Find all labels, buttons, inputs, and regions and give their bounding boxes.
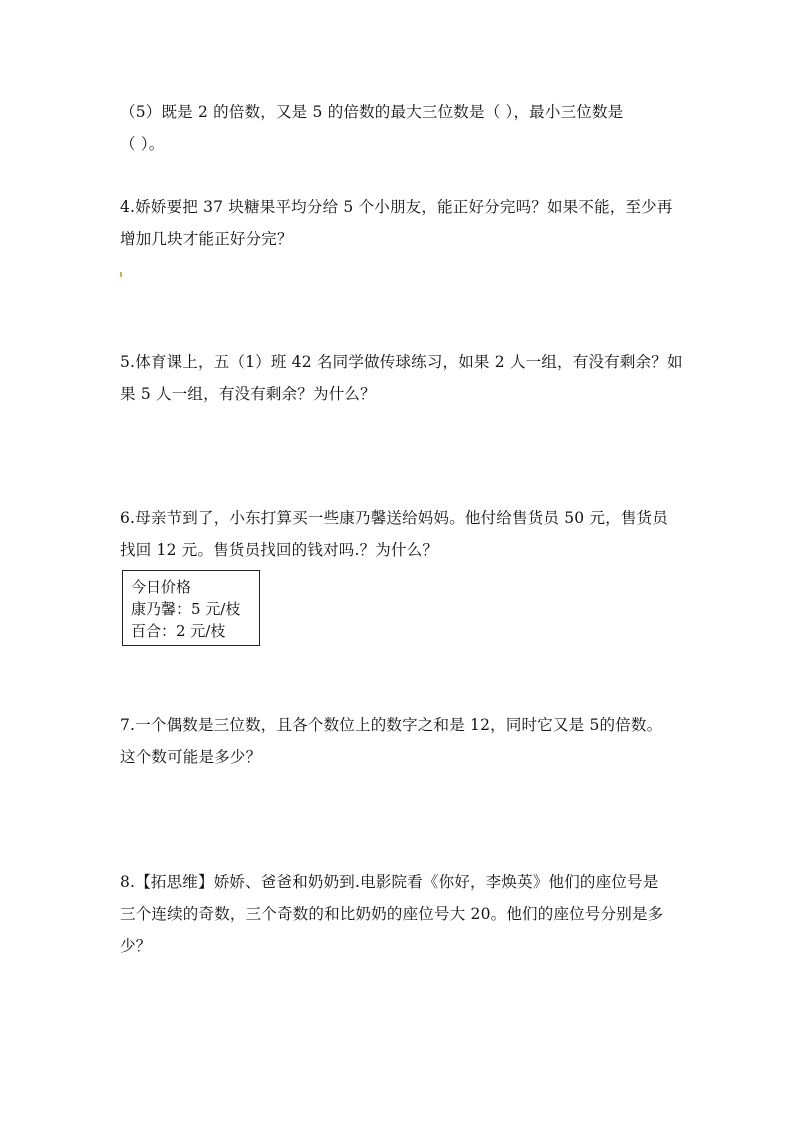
question-3-5-line-2: （ ）。 <box>120 135 165 153</box>
price-box-lily: 百合：2 元/枝 <box>131 622 226 640</box>
price-box <box>122 570 260 646</box>
question-6 <box>120 502 680 566</box>
price-box-title: 今日价格 <box>131 578 192 596</box>
question-8 <box>120 866 680 962</box>
stray-mark <box>120 272 122 277</box>
question-5-line-2: 果 5 人一组，有没有剩余？为什么？ <box>120 385 376 403</box>
question-4-line-2: 增加几块才能正好分完？ <box>120 230 293 248</box>
question-3-5-line-1: （5）既是 2 的倍数，又是 5 的倍数的最大三位数是（ ），最小三位数是 <box>120 103 624 121</box>
question-5-line-1: 5.体育课上，五（1）班 42 名同学做传球练习，如果 2 人一组，有没有剩余？如 <box>120 353 683 371</box>
question-6-line-1: 6.母亲节到了，小东打算买一些康乃馨送给妈妈。他付给售货员 50 元，售货员 <box>120 509 668 527</box>
question-8-line-2: 三个连续的奇数，三个奇数的和比奶奶的座位号大 20。他们的座位号分别是多 <box>120 905 664 923</box>
question-8-line-3: 少？ <box>120 937 152 955</box>
question-3-5 <box>120 96 680 160</box>
question-8-line-1: 8.【拓思维】娇娇、爸爸和奶奶到.电影院看《你好，李焕英》他们的座位号是 <box>120 873 659 891</box>
question-5 <box>120 346 683 410</box>
question-7-line-1: 7.一个偶数是三位数，且各个数位上的数字之和是 12，同时它又是 5的倍数。 <box>120 716 663 734</box>
price-box-carnation: 康乃馨：5 元/枝 <box>131 600 241 618</box>
question-7 <box>120 709 680 773</box>
question-6-line-2: 找回 12 元。售货员找回的钱对吗.？为什么？ <box>120 541 439 559</box>
question-4 <box>120 191 680 255</box>
question-4-line-1: 4.娇娇要把 37 块糖果平均分给 5 个小朋友，能正好分完吗？如果不能，至少再 <box>120 198 673 216</box>
question-7-line-2: 这个数可能是多少？ <box>120 748 262 766</box>
